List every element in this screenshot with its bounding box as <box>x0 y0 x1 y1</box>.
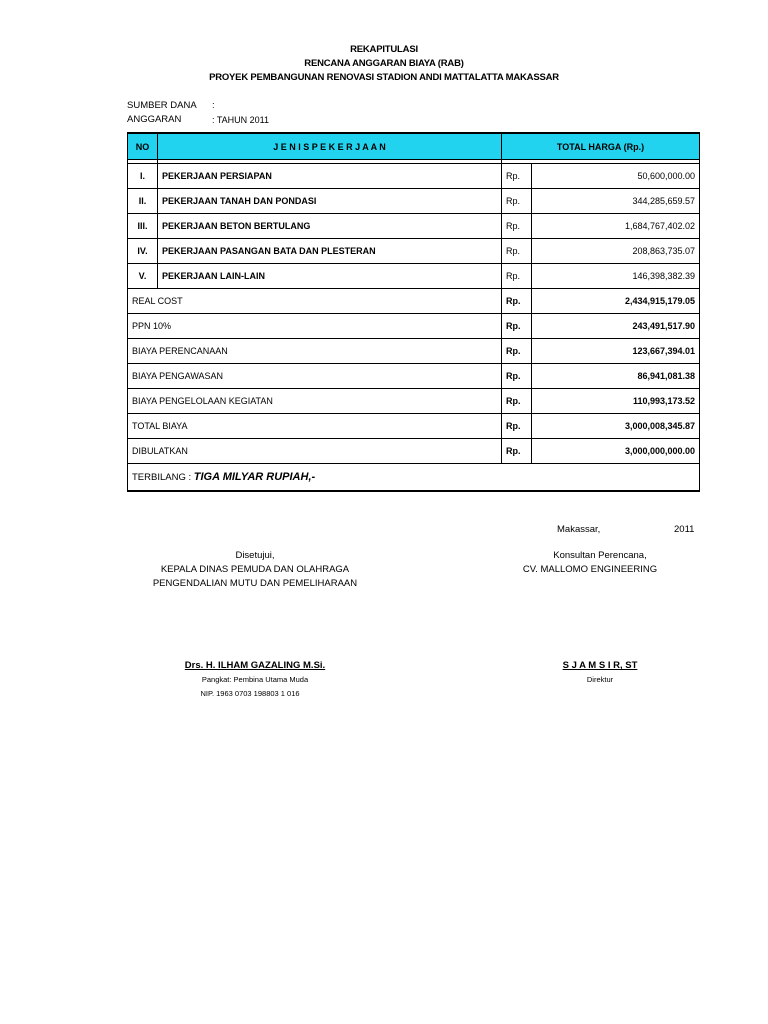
summary-amount: 2,434,915,179.05 <box>532 289 700 314</box>
consultant-company: CV. MALLOMO ENGINEERING <box>522 564 658 575</box>
terbilang-label: TERBILANG : <box>132 472 194 483</box>
item-no: III. <box>128 214 158 239</box>
summary-amount: 243,491,517.90 <box>532 314 700 339</box>
summary-row <box>128 339 700 364</box>
summary-currency: Rp. <box>502 389 532 414</box>
left-signatory-nip: NIP. 1963 0703 198803 1 016 <box>200 689 300 698</box>
item-no: I. <box>128 164 158 189</box>
summary-label: BIAYA PENGAWASAN <box>128 364 502 389</box>
left-title-2: PENGENDALIAN MUTU DAN PEMELIHARAAN <box>152 578 358 589</box>
sign-year: 2011 <box>674 524 695 535</box>
table-row <box>128 264 700 289</box>
anggaran-label: ANGGARAN <box>127 114 182 125</box>
summary-label: PPN 10% <box>128 314 502 339</box>
summary-row <box>128 389 700 414</box>
item-amount: 146,398,382.39 <box>532 264 700 289</box>
terbilang-row <box>128 464 700 492</box>
table-row <box>128 189 700 214</box>
summary-row <box>128 314 700 339</box>
right-signatory-position: Direktur <box>586 675 614 684</box>
summary-label: TOTAL BIAYA <box>128 414 502 439</box>
item-job: PEKERJAAN BETON BERTULANG <box>158 214 502 239</box>
project-title: PROYEK PEMBANGUNAN RENOVASI STADION ANDI MATTALATTA MAKASSAR <box>209 72 559 83</box>
summary-row <box>128 289 700 314</box>
left-title-1: KEPALA DINAS PEMUDA DAN OLAHRAGA <box>160 564 350 575</box>
summary-label: DIBULATKAN <box>128 439 502 464</box>
summary-amount: 3,000,000,000.00 <box>532 439 700 464</box>
item-no: II. <box>128 189 158 214</box>
summary-currency: Rp. <box>502 439 532 464</box>
right-signatory-name: S J A M S I R, ST <box>562 660 638 671</box>
summary-amount: 110,993,173.52 <box>532 389 700 414</box>
item-amount: 1,684,767,402.02 <box>532 214 700 239</box>
summary-label: REAL COST <box>128 289 502 314</box>
summary-currency: Rp. <box>502 364 532 389</box>
table-row <box>128 164 700 189</box>
summary-amount: 86,941,081.38 <box>532 364 700 389</box>
sumber-dana-value: : <box>212 100 215 111</box>
doc-title: REKAPITULASI <box>350 44 418 55</box>
item-amount: 344,285,659.57 <box>532 189 700 214</box>
terbilang-value: TIGA MILYAR RUPIAH,- <box>193 471 316 483</box>
consultant-role: Konsultan Perencana, <box>553 550 647 561</box>
item-job: PEKERJAAN LAIN-LAIN <box>158 264 502 289</box>
summary-amount: 123,667,394.01 <box>532 339 700 364</box>
summary-amount: 3,000,008,345.87 <box>532 414 700 439</box>
summary-currency: Rp. <box>502 414 532 439</box>
col-total-header: TOTAL HARGA (Rp.) <box>502 133 700 160</box>
item-currency: Rp. <box>502 164 532 189</box>
sumber-dana-label: SUMBER DANA <box>127 100 197 111</box>
table-header <box>128 133 700 160</box>
table-row <box>128 214 700 239</box>
col-no-header: NO <box>128 133 158 160</box>
rab-table <box>127 132 700 492</box>
item-currency: Rp. <box>502 189 532 214</box>
summary-row <box>128 364 700 389</box>
summary-label: BIAYA PENGELOLAAN KEGIATAN <box>128 389 502 414</box>
summary-currency: Rp. <box>502 289 532 314</box>
item-currency: Rp. <box>502 264 532 289</box>
summary-label: BIAYA PERENCANAAN <box>128 339 502 364</box>
item-currency: Rp. <box>502 214 532 239</box>
item-no: V. <box>128 264 158 289</box>
summary-row <box>128 439 700 464</box>
left-signatory-rank: Pangkat: Pembina Utama Muda <box>201 675 309 684</box>
item-job: PEKERJAAN PASANGAN BATA DAN PLESTERAN <box>158 239 502 264</box>
col-job-header: J E N I S P E K E R J A A N <box>158 133 502 160</box>
item-no: IV. <box>128 239 158 264</box>
table-row <box>128 239 700 264</box>
item-amount: 208,863,735.07 <box>532 239 700 264</box>
item-currency: Rp. <box>502 239 532 264</box>
anggaran-value: : TAHUN 2011 <box>212 115 270 125</box>
sign-place: Makassar, <box>557 524 601 535</box>
item-amount: 50,600,000.00 <box>532 164 700 189</box>
item-job: PEKERJAAN TANAH DAN PONDASI <box>158 189 502 214</box>
summary-row <box>128 414 700 439</box>
approved-label: Disetujui, <box>235 550 275 561</box>
summary-currency: Rp. <box>502 314 532 339</box>
doc-subtitle: RENCANA ANGGARAN BIAYA (RAB) <box>304 58 464 69</box>
summary-currency: Rp. <box>502 339 532 364</box>
left-signatory-name: Drs. H. ILHAM GAZALING M.Si. <box>184 660 326 671</box>
item-job: PEKERJAAN PERSIAPAN <box>158 164 502 189</box>
